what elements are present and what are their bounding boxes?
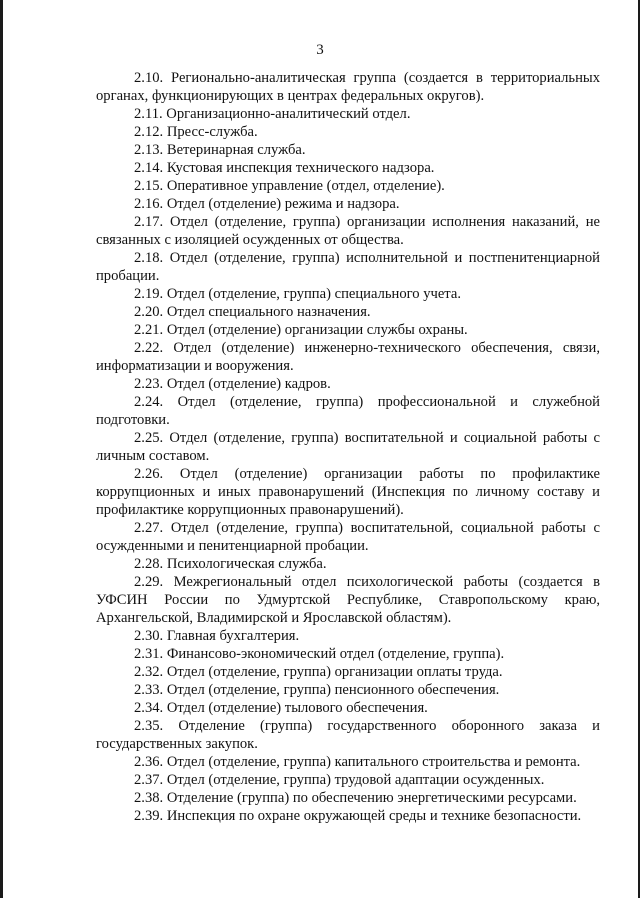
list-item: 2.15. Оперативное управление (отдел, отделение). [134, 178, 445, 194]
list-item: 2.36. Отдел (отделение, группа) капитального строительства и ремонта. [134, 754, 581, 770]
list-item: 2.14. Кустовая инспекция технического надзора. [134, 160, 435, 176]
list-item: 2.26. Отдел (отделение) организации работы по профилактике коррупционных и иных правонарушений (Инспекция по личному составу и профилактике коррупционных правонарушений). [96, 466, 600, 518]
list-item: 2.35. Отделение (группа) государственного оборонного заказа и государственных закупок. [96, 718, 600, 752]
list-item: 2.19. Отдел (отделение, группа) специального учета. [134, 286, 461, 302]
list-item: 2.39. Инспекция по охране окружающей среды и технике безопасности. [134, 808, 582, 824]
list-item: 2.18. Отдел (отделение, группа) исполнительной и постпенитенциарной пробации. [96, 250, 600, 284]
list-item: 2.22. Отдел (отделение) инженерно-технического обеспечения, связи, информатизации и вооружения. [96, 340, 600, 374]
structure-list [96, 69, 600, 825]
list-item: 2.32. Отдел (отделение, группа) организации оплаты труда. [134, 664, 503, 680]
list-item: 2.23. Отдел (отделение) кадров. [134, 376, 331, 392]
page-number: 3 [316, 42, 324, 58]
list-item: 2.21. Отдел (отделение) организации службы охраны. [134, 322, 468, 338]
list-item: 2.12. Пресс-служба. [134, 124, 258, 140]
list-item: 2.10. Регионально-аналитическая группа (создается в территориальных органах, функционирующих в центрах федеральных округов). [96, 70, 600, 104]
list-item: 2.17. Отдел (отделение, группа) организации исполнения наказаний, не связанных с изоляцией осужденных от общества. [96, 214, 600, 248]
list-item: 2.31. Финансово-экономический отдел (отделение, группа). [134, 646, 505, 662]
list-item: 2.25. Отдел (отделение, группа) воспитательной и социальной работы с личным составом. [96, 430, 600, 464]
list-item: 2.34. Отдел (отделение) тылового обеспечения. [134, 700, 428, 716]
list-item: 2.27. Отдел (отделение, группа) воспитательной, социальной работы с осужденными и пенитенциарной пробации. [96, 520, 600, 554]
list-item: 2.16. Отдел (отделение) режима и надзора. [134, 196, 400, 212]
list-item: 2.29. Межрегиональный отдел психологической работы (создается в УФСИН России по Удмуртской Республике, Ставропольскому краю, Архангельской, Владимирской и Ярославской областям). [96, 574, 600, 626]
scan-edge-left [0, 0, 3, 898]
list-item: 2.28. Психологическая служба. [134, 556, 327, 572]
list-item: 2.24. Отдел (отделение, группа) профессиональной и служебной подготовки. [96, 394, 600, 428]
list-item: 2.20. Отдел специального назначения. [134, 304, 371, 320]
list-item: 2.11. Организационно-аналитический отдел. [134, 106, 411, 122]
list-item: 2.30. Главная бухгалтерия. [134, 628, 300, 644]
list-item: 2.33. Отдел (отделение, группа) пенсионного обеспечения. [134, 682, 500, 698]
list-item: 2.37. Отдел (отделение, группа) трудовой адаптации осужденных. [134, 772, 545, 788]
list-item: 2.13. Ветеринарная служба. [134, 142, 306, 158]
list-item: 2.38. Отделение (группа) по обеспечению энергетическими ресурсами. [134, 790, 577, 806]
